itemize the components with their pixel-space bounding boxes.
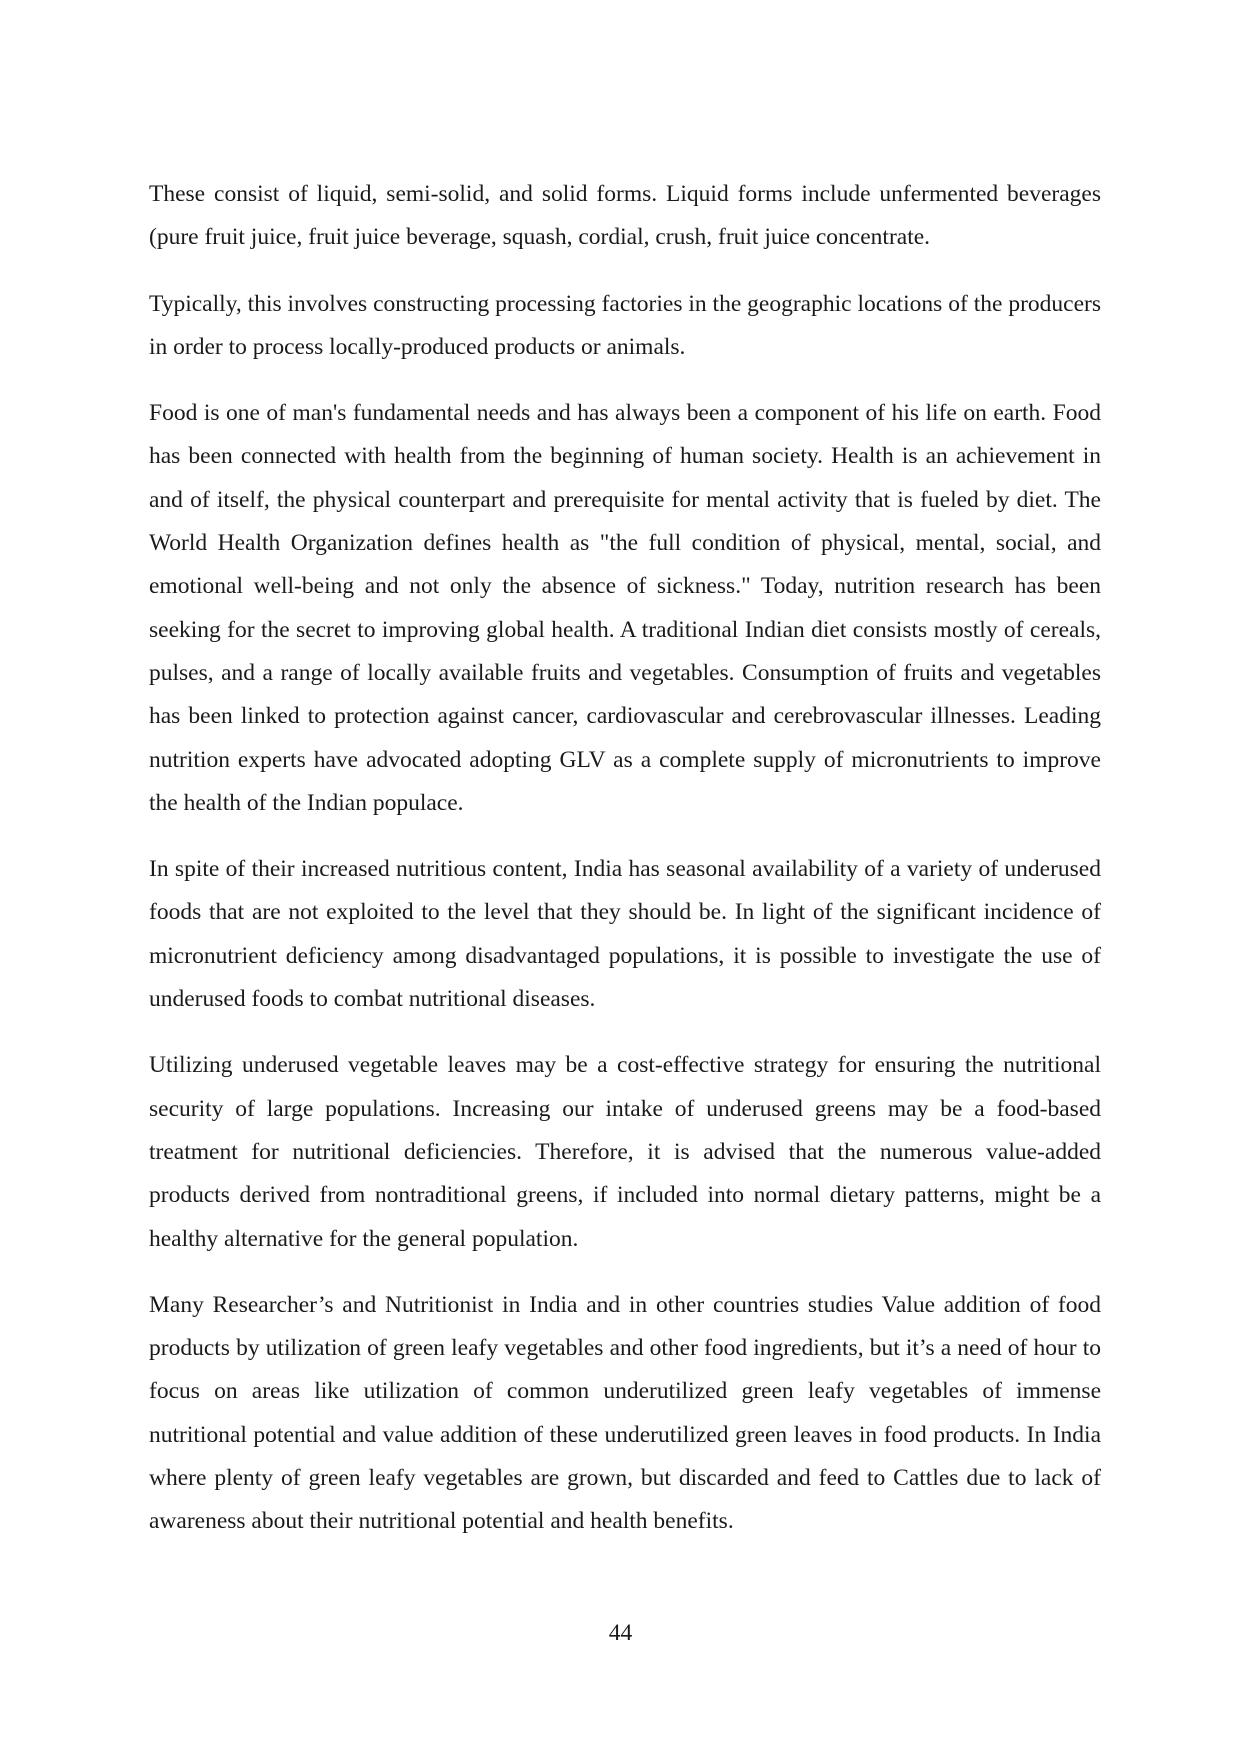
body-text: [149, 173, 1101, 1567]
paragraph-processing-factories: Typically, this involves constructing processing factories in the geographic locations of the producers in order to process locally-produced products or animals.: [149, 290, 1101, 360]
paragraph-researchers: Many Researcher’s and Nutritionist in India and in other countries studies Value addition of food products by utilization of green leafy vegetables and other food ingredients, but it’s a need of hour to focus on areas like utilization of common underutilized green leafy vegetables of immense nutritional potential and value addition of these underutilized green leaves in food products. In India where plenty of green leafy vegetables are grown, but discarded and feed to Cattles due to lack of awareness about their nutritional potential and health benefits.: [149, 1291, 1101, 1535]
paragraph-beverage-forms: These consist of liquid, semi-solid, and solid forms. Liquid forms include unfermented beverages (pure fruit juice, fruit juice beverage, squash, cordial, crush, fruit juice concentrate.: [149, 181, 1101, 251]
page-number: 44: [608, 1620, 633, 1646]
paragraph-vegetable-leaves: Utilizing underused vegetable leaves may be a cost-effective strategy for ensuring the nutritional security of large populations. Increasing our intake of underused greens may be a food-based treatment for nutritional deficiencies. Therefore, it is advised that the numerous value-added products derived from nontraditional greens, if included into normal dietary patterns, might be a healthy alternative for the general population.: [149, 1052, 1101, 1252]
paragraph-food-and-health: Food is one of man's fundamental needs and has always been a component of his life on earth. Food has been connected with health from the beginning of human society. Health is an achievement in and of itself, the physical counterpart and prerequisite for mental activity that is fueled by diet. The World Health Organization defines health as "the full condition of physical, mental, social, and emotional well-being and not only the absence of sickness." Today, nutrition research has been seeking for the secret to improving global health. A traditional Indian diet consists mostly of cereals, pulses, and a range of locally available fruits and vegetables. Consumption of fruits and vegetables has been linked to protection against cancer, cardiovascular and cerebrovascular illnesses. Leading nutrition experts have advocated adopting GLV as a complete supply of micronutrients to improve the health of the Indian populace.: [149, 400, 1101, 816]
paragraph-underused-foods: In spite of their increased nutritious content, India has seasonal availability of a variety of underused foods that are not exploited to the level that they should be. In light of the significant incidence of micronutrient deficiency among disadvantaged populations, it is possible to investigate the use of underused foods to combat nutritional diseases.: [149, 856, 1101, 1013]
